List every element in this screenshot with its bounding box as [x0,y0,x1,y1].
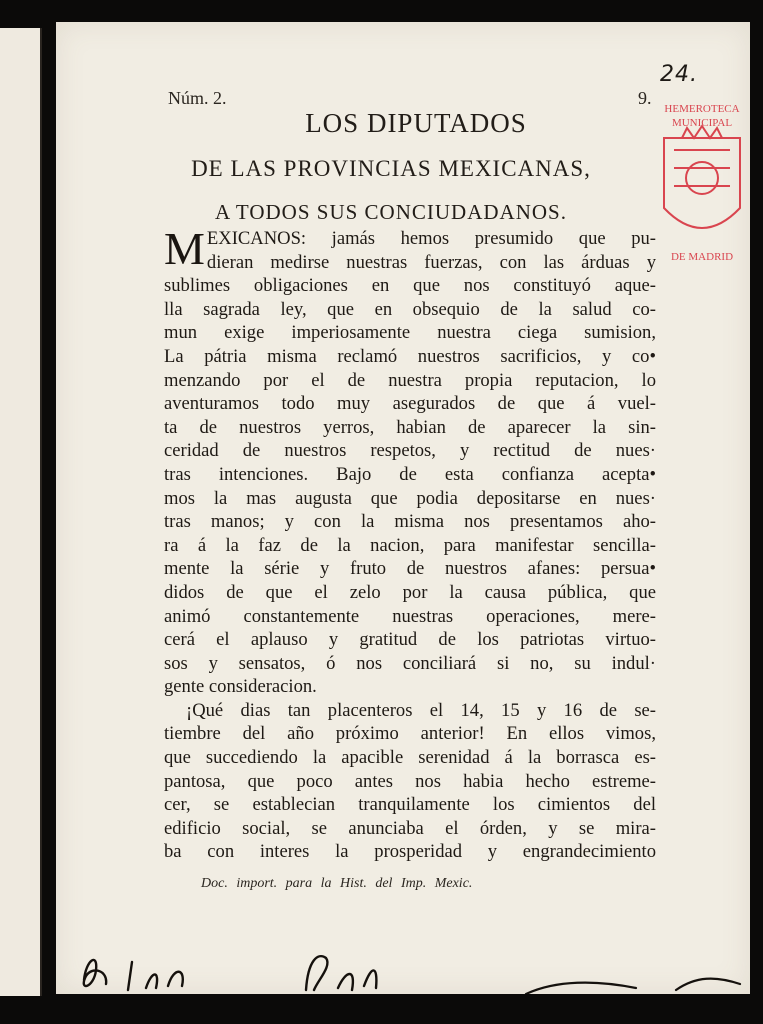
page-number: 9. [638,88,652,108]
issue-number: Núm. 2. [168,88,227,108]
text-line: aventuramos todo muy asegurados de que á vuel- [164,393,656,415]
text-line: tras manos; y con la misma nos presentamos aho- [164,511,656,533]
title-line-3: A TODOS SUS CONCIUDADANOS. [215,200,567,224]
body-text [164,223,656,864]
text-line: animó constantemente nuestras operaciones, mere- [164,605,656,627]
text-line: La pátria misma reclamó nuestros sacrificios, y co• [164,345,656,367]
text-line: EXICANOS: jamás hemos presumido que pu- [206,228,656,249]
text-line: pantosa, que poco antes nos habia hecho estreme- [164,770,656,792]
stamp-line-1: HEMEROTECA [664,103,740,115]
handwritten-signature [56,940,750,994]
text-line: dieran medirse nuestras fuerzas, con las árduas y [206,251,656,273]
text-line: ba con interes la prosperidad y engrandecimiento [164,841,656,863]
handwritten-number: 24. [660,62,698,87]
page-footer: Doc. import. para la Hist. del Imp. Mexic. [201,876,473,891]
text-line: didos de que el zelo por la causa pública, que [164,581,656,603]
title-line-2: DE LAS PROVINCIAS MEXICANAS, [191,156,591,181]
text-line: ¡Qué dias tan placenteros el 14, 15 y 16 de se- [186,699,656,721]
text-line: mente la série y fruto de nuestros afanes: persua• [164,558,656,580]
text-line: edificio social, se anunciaba el órden, y se mira- [164,817,656,839]
text-line: ra á la faz de la nacion, para manifestar sencilla- [164,534,656,556]
document-page [56,22,750,994]
text-line: sos y sensatos, ó nos conciliará si no, su indul· [164,652,656,674]
text-line: tras intenciones. Bajo de esta confianza acepta• [164,463,656,485]
text-line: sublimes obligaciones en que nos constituyó aque- [164,275,656,297]
text-line: menzando por el de nuestra propia reputacion, lo [164,369,656,391]
stamp-line-2: MUNICIPAL [671,117,733,129]
adjacent-page-edge [0,28,42,996]
title-line-1: LOS DIPUTADOS [305,108,527,138]
text-line: ta de nuestros yerros, habian de aparecer la sin- [164,416,656,438]
text-line: mun exige imperiosamente nuestra ciega sumision, [164,322,656,344]
stamp-line-3: DE MADRID [670,251,734,263]
text-line: lla sagrada ley, que en obsequio de la salud co- [164,298,656,320]
text-line: ceridad de nuestros respetos, y rectitud de nues· [164,440,656,462]
text-line: gente consideracion. [164,676,317,698]
drop-cap: M [164,223,205,274]
text-line: cer, se establecian tranquilamente los cimientos del [164,794,656,816]
text-line: que succediendo la apacible serenidad á la borrasca es- [164,747,656,769]
text-line: mos la mas augusta que podia depositarse en nues· [164,487,656,509]
text-line: cerá el aplauso y gratitud de los patriotas virtuo- [164,629,656,651]
text-line: tiembre del año próximo anterior! En ellos vimos, [164,723,656,745]
